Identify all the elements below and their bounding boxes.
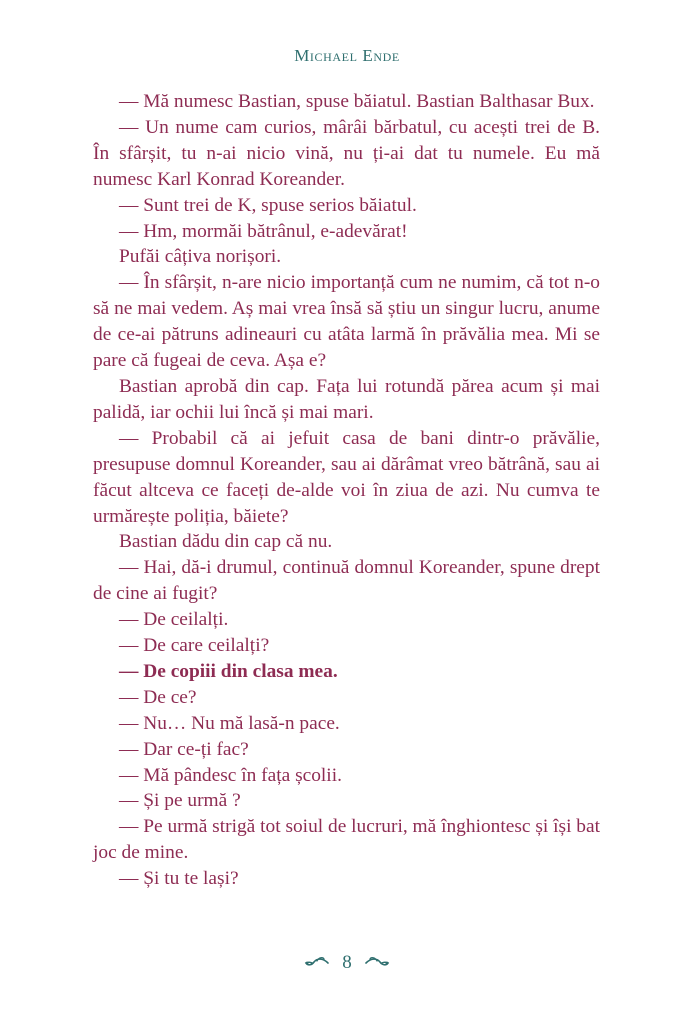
- page-footer: [0, 952, 694, 974]
- paragraph: — Pe urmă strigă tot soiul de lucruri, mă înghiontesc și își bat joc de mine.: [93, 816, 600, 864]
- paragraph: — Mă numesc Bastian, spuse băiatul. Bastian Balthasar Bux.: [119, 91, 595, 112]
- leaf-flourish-left-icon: [304, 956, 330, 970]
- paragraph: Bastian dădu din cap că nu.: [119, 531, 333, 553]
- paragraph: — În sfârșit, n-are nicio importanță cum ne numim, că tot n-o să ne mai vedem. Aș mai vrea însă să știu un singur lucru, anume de ce-ai pătruns adineauri cu atâta larmă în prăvălia mea. Mi se pare că fugeai de ceva. Așa e?: [93, 272, 600, 372]
- page-number: 8: [342, 952, 352, 973]
- running-head: Michael Ende: [294, 46, 400, 65]
- paragraph: — Sunt trei de K, spuse serios băiatul.: [119, 194, 417, 216]
- paragraph: — De copiii din clasa mea.: [119, 660, 338, 682]
- body-text: [93, 89, 600, 892]
- paragraph: Bastian aprobă din cap. Fața lui rotundă părea acum și mai palidă, iar ochii lui încă și mai mari.: [93, 375, 600, 423]
- paragraph: — Hm, mormăi bătrânul, e-adevărat!: [119, 220, 408, 242]
- paragraph: — Dar ce-ți fac?: [119, 738, 249, 760]
- paragraph: Pufăi câțiva norișori.: [119, 246, 282, 268]
- paragraph: — Nu… Nu mă lasă-n pace.: [119, 712, 340, 734]
- paragraph: — Un nume cam curios, mârâi bărbatul, cu acești trei de B. În sfârșit, tu n-ai nicio vină, nu ți-ai dat tu numele. Eu mă numesc Karl Konrad Koreander.: [93, 116, 600, 190]
- paragraph: — De ceilalți.: [119, 609, 229, 631]
- paragraph: — Și tu te lași?: [119, 868, 239, 890]
- leaf-flourish-right-icon: [364, 956, 390, 970]
- paragraph: — De care ceilalți?: [119, 635, 270, 657]
- paragraph: — Hai, dă-i drumul, continuă domnul Koreander, spune drept de cine ai fugit?: [93, 557, 600, 605]
- paragraph: — Probabil că ai jefuit casa de bani dintr-o prăvălie, presupuse domnul Koreander, sau ai dărâmat vreo bătrână, sau ai făcut altceva ce faceți de-alde voi în ziua de azi. Nu cumva te urmărește poliția, băiete?: [93, 427, 600, 527]
- paragraph: — De ce?: [119, 686, 197, 708]
- paragraph: — Și pe urmă ?: [119, 790, 241, 812]
- paragraph: — Mă pândesc în fața școlii.: [119, 764, 342, 786]
